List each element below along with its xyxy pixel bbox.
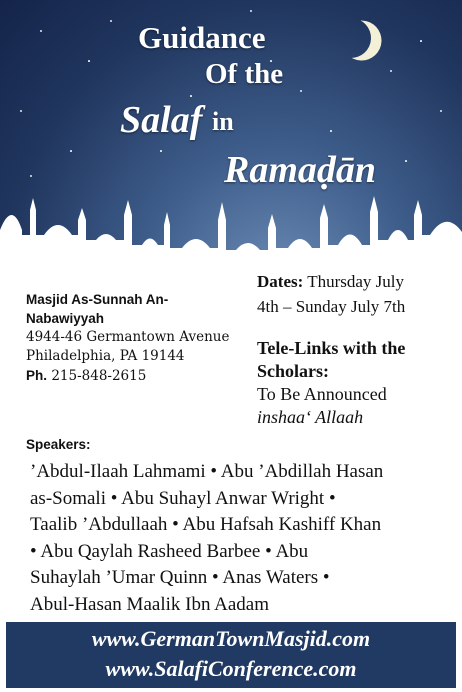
crescent-moon-icon <box>325 12 376 63</box>
speakers-line: Abul-Hasan Maalik Ibn Aadam <box>30 593 270 615</box>
tele-heading-line1: Tele-Links with the <box>257 338 406 358</box>
tele-line1: To Be Announced <box>257 384 387 404</box>
title-line-1: Guidance <box>138 20 266 55</box>
venue-name-line1: Masjid As-Sunnah An- <box>26 292 169 307</box>
speakers-line: ’Abdul-Ilaah Lahmami • Abu ’Abdillah Hasan <box>30 461 384 482</box>
title-ramadan: Ramaḍān <box>224 149 377 191</box>
speakers-line: as-Somali • Abu Suhayl Anwar Wright • <box>30 487 336 509</box>
footer-band <box>6 622 456 688</box>
website-link-salaficonference[interactable]: www.SalafiConference.com <box>105 656 357 681</box>
phone-number: 215-848-2615 <box>51 368 147 384</box>
dates-value-line2: 4th – Sunday July 7th <box>257 297 406 316</box>
dates-label: Dates: <box>257 272 304 291</box>
title-in: in <box>212 107 234 136</box>
venue-street: 4944-46 Germantown Avenue <box>26 329 230 345</box>
speakers-line: • Abu Qaylah Rasheed Barbee • Abu <box>30 540 309 562</box>
venue-name-line2: Nabawiyyah <box>26 311 105 326</box>
speakers-line: Suhaylah ’Umar Quinn • Anas Waters • <box>30 567 330 588</box>
tele-links-block <box>257 337 452 429</box>
speakers-line: Taalib ’Abdullaah • Abu Hafsah Kashiff Khan <box>30 514 382 535</box>
tele-heading-line2: Scholars: <box>257 361 329 381</box>
dates-block <box>257 269 452 319</box>
speakers-label: Speakers: <box>26 437 91 452</box>
title-salaf: Salaf <box>120 99 203 141</box>
phone-label: Ph. <box>26 368 48 383</box>
website-link-germantownmasjid[interactable]: www.GermanTownMasjid.com <box>91 626 371 651</box>
venue-address <box>26 290 251 386</box>
venue-city: Philadelphia, PA 19144 <box>26 348 185 364</box>
title-line-2: Of the <box>205 58 284 90</box>
dates-value-line1: Thursday July <box>307 272 405 291</box>
tele-line2: inshaa‘ Allaah <box>257 407 364 427</box>
venue-phone <box>26 366 251 386</box>
speakers-list <box>30 459 430 618</box>
